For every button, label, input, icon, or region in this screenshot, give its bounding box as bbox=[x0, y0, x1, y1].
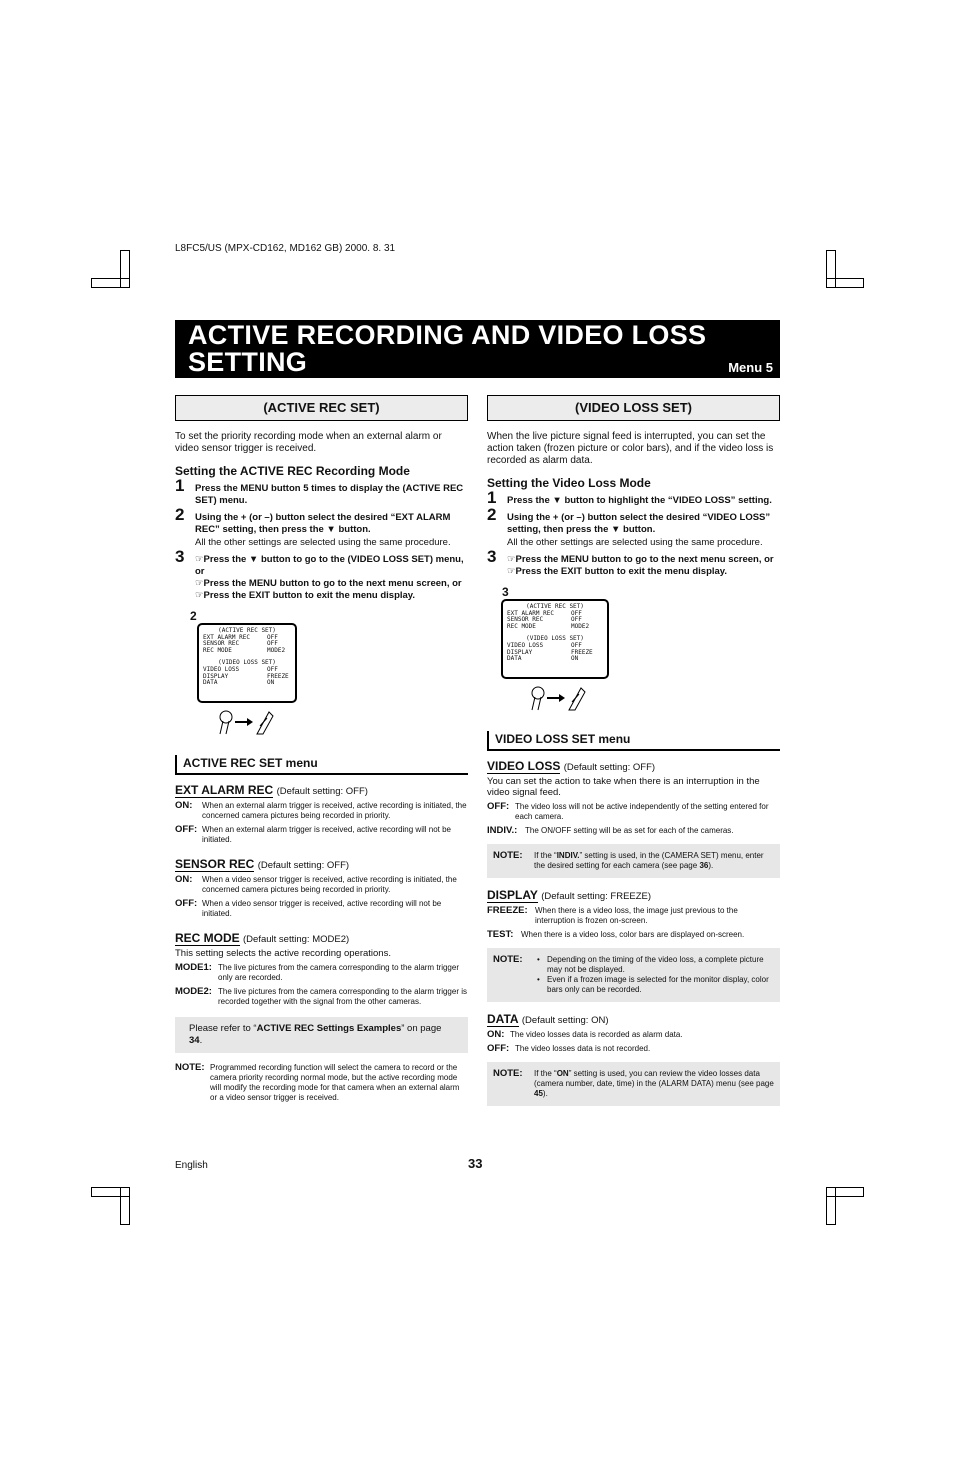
note-text: ” setting is used, in the (CAMERA SET) menu, enter the desired setting for each camera (see page bbox=[534, 851, 764, 870]
menu-screen-illustration bbox=[197, 623, 297, 703]
option-key: OFF: bbox=[175, 824, 198, 835]
step-option: ☞Press the MENU button to go to the next menu screen, or bbox=[195, 578, 462, 589]
note-page: 36 bbox=[699, 861, 709, 870]
screen-heading: (ACTIVE REC SET) bbox=[526, 603, 584, 610]
menu-section-heading: ACTIVE REC SET menu bbox=[175, 755, 468, 775]
screen-row bbox=[507, 656, 603, 663]
title-bar bbox=[175, 320, 780, 378]
footer-language: English bbox=[175, 1160, 208, 1171]
note-label: NOTE: bbox=[493, 1068, 523, 1079]
option-text: When there is a video loss, the image just previous to the interruption is frozen on-screen. bbox=[535, 906, 738, 925]
step-option: ☞Press the ▼ button to go to the (VIDEO LOSS SET) menu, or bbox=[195, 554, 464, 577]
default-setting: (Default setting: OFF) bbox=[257, 860, 350, 871]
step-option: ☞Press the EXIT button to exit the menu display. bbox=[195, 590, 416, 601]
left-column bbox=[175, 395, 468, 1103]
note-emphasis: INDIV. bbox=[556, 851, 580, 860]
menu-section-heading: VIDEO LOSS SET menu bbox=[487, 731, 780, 751]
reference-text: . bbox=[199, 1035, 203, 1046]
option-row bbox=[175, 899, 468, 919]
screen-value: ON bbox=[267, 679, 275, 687]
option-text: When an external alarm trigger is received, active recording is initiated, the concerned camera pictures being recorded in priority. bbox=[202, 801, 467, 820]
note-page: 45 bbox=[534, 1089, 543, 1098]
option-text: The ON/OFF setting will be as set for each of the cameras. bbox=[525, 826, 734, 835]
option-key: FREEZE: bbox=[487, 905, 528, 916]
section-title: (VIDEO LOSS SET) bbox=[487, 395, 780, 421]
reference-link-text: ACTIVE REC Settings Examples bbox=[256, 1023, 402, 1034]
screen-row bbox=[507, 650, 603, 657]
option-key: ON: bbox=[175, 874, 193, 885]
crop-mark bbox=[826, 1187, 836, 1225]
subheading: Setting the Video Loss Mode bbox=[487, 476, 651, 490]
default-setting: (Default setting: MODE2) bbox=[243, 934, 350, 945]
option-text: The video losses data is not recorded. bbox=[515, 1044, 651, 1053]
remote-press-icon bbox=[529, 684, 587, 712]
note-bullets bbox=[537, 955, 774, 995]
step-1 bbox=[487, 488, 780, 507]
step-2 bbox=[175, 505, 468, 549]
screen-heading: (VIDEO LOSS SET) bbox=[526, 635, 584, 643]
setting-heading bbox=[175, 931, 468, 945]
option-row bbox=[487, 930, 780, 940]
screen-value: MODE2 bbox=[571, 622, 590, 630]
step-number: 1 bbox=[175, 476, 185, 495]
screen-key: DATA bbox=[203, 679, 218, 687]
option-row bbox=[175, 801, 468, 821]
screen-key: DISPLAY bbox=[203, 672, 229, 680]
reference-box bbox=[175, 1017, 468, 1053]
reference-text: Please refer to “ bbox=[189, 1023, 257, 1034]
screen-value: OFF bbox=[571, 616, 582, 624]
setting-name: REC MODE bbox=[175, 931, 240, 945]
option-text: The video loss will not be active independently of the setting entered for each camera. bbox=[515, 802, 769, 821]
setting-name: DATA bbox=[487, 1012, 519, 1026]
screen-value: FREEZE bbox=[571, 648, 593, 656]
note bbox=[175, 1063, 468, 1103]
screen-key: SENSOR REC bbox=[507, 616, 544, 624]
step-text: Using the + (or –) button select the desired “EXT ALARM REC” setting, then press the ▼ button. bbox=[195, 512, 451, 535]
screen-key: VIDEO LOSS bbox=[507, 641, 544, 649]
option-row bbox=[487, 1030, 780, 1040]
screen-key: VIDEO LOSS bbox=[203, 665, 240, 673]
screen-value: OFF bbox=[267, 640, 278, 648]
note-label: NOTE: bbox=[493, 850, 523, 861]
step-3 bbox=[487, 547, 780, 578]
screen-label: 2 bbox=[190, 609, 197, 623]
option-text: The live pictures from the camera corresponding to the alarm trigger is recorded together with the signal from the other cameras. bbox=[218, 987, 467, 1006]
document-code: L8FC5/US (MPX-CD162, MD162 GB) 2000. 8. 31 bbox=[175, 243, 396, 254]
setting-description: You can set the action to take when there is an interruption in the video signal feed. bbox=[487, 776, 760, 798]
subheading: Setting the ACTIVE REC Recording Mode bbox=[175, 464, 410, 478]
note-emphasis: ON bbox=[556, 1069, 569, 1078]
screen-key: SENSOR REC bbox=[203, 640, 240, 648]
option-text: When a video sensor trigger is received, active recording is initiated, the concerned camera pictures being recorded in priority. bbox=[202, 875, 457, 894]
screen-key: DISPLAY bbox=[507, 648, 533, 656]
step-subtext: All the other settings are selected using the same procedure. bbox=[507, 537, 763, 548]
title-line-1: ACTIVE RECORDING AND VIDEO LOSS bbox=[188, 320, 707, 350]
option-text: The live pictures from the camera corresponding to the alarm trigger only are recorded. bbox=[218, 963, 459, 982]
default-setting: (Default setting: OFF) bbox=[276, 786, 368, 797]
title-line-2: SETTING bbox=[188, 347, 308, 377]
option-key: OFF: bbox=[487, 801, 510, 812]
note-text: Programmed recording function will select the camera to record or the camera priority recording normal mode, but the active recording mode will modify the recording mode for that camera when an external alarm or a video sensor trigger is received. bbox=[210, 1063, 460, 1102]
note-bullet: • Depending on the timing of the video loss, a complete picture may not be displayed. bbox=[537, 955, 774, 975]
right-column bbox=[487, 395, 780, 1106]
note-text: ). bbox=[542, 1089, 548, 1098]
menu-screen-illustration bbox=[501, 599, 609, 679]
screen-value: FREEZE bbox=[267, 672, 289, 680]
option-key: ON: bbox=[175, 800, 193, 811]
step-1 bbox=[175, 476, 468, 507]
option-key: OFF: bbox=[175, 898, 198, 909]
step-2 bbox=[487, 505, 780, 549]
note-text: If the “ bbox=[534, 1069, 557, 1078]
note-box bbox=[487, 948, 780, 1002]
option-key: ON: bbox=[487, 1029, 505, 1040]
option-row bbox=[175, 875, 468, 895]
screen-heading: (VIDEO LOSS SET) bbox=[218, 659, 276, 667]
reference-page: 34 bbox=[189, 1035, 200, 1046]
screen-key: REC MODE bbox=[203, 646, 232, 654]
option-row bbox=[175, 987, 468, 1007]
screen-row bbox=[203, 680, 291, 687]
step-number: 3 bbox=[175, 547, 185, 566]
setting-heading bbox=[487, 888, 780, 902]
setting-heading bbox=[487, 759, 780, 773]
default-setting: (Default setting: OFF) bbox=[563, 762, 656, 773]
screen-heading: (ACTIVE REC SET) bbox=[218, 627, 276, 634]
screen-row bbox=[203, 648, 291, 655]
step-subtext: All the other settings are selected using the same procedure. bbox=[195, 537, 451, 548]
page-number: 33 bbox=[468, 1156, 483, 1171]
screen-row bbox=[507, 624, 603, 631]
setting-description: This setting selects the active recording operations. bbox=[175, 948, 391, 959]
screen-value: OFF bbox=[571, 609, 582, 617]
section-title: (ACTIVE REC SET) bbox=[175, 395, 468, 421]
setting-name: DISPLAY bbox=[487, 888, 538, 902]
menu-label: Menu 5 bbox=[728, 360, 773, 375]
setting-heading bbox=[175, 783, 468, 797]
reference-text: ” on page bbox=[401, 1023, 442, 1034]
step-option: ☞Press the MENU button to go to the next menu screen, or bbox=[507, 554, 774, 565]
note-box bbox=[487, 1062, 780, 1106]
default-setting: (Default setting: ON) bbox=[521, 1015, 609, 1026]
default-setting: (Default setting: FREEZE) bbox=[541, 891, 652, 902]
screen-value: ON bbox=[571, 655, 579, 663]
option-row bbox=[487, 826, 780, 836]
screen-value: OFF bbox=[571, 641, 582, 649]
setting-heading bbox=[175, 857, 468, 871]
option-key: OFF: bbox=[487, 1043, 510, 1054]
option-key: INDIV.: bbox=[487, 825, 518, 836]
option-row bbox=[487, 802, 780, 822]
crop-mark bbox=[120, 250, 130, 288]
screen-value: OFF bbox=[267, 633, 278, 641]
option-text: When an external alarm trigger is received, active recording will not be initiated. bbox=[202, 825, 452, 844]
step-text: Using the + (or –) button select the desired “VIDEO LOSS” setting, then press the ▼ button. bbox=[507, 512, 771, 535]
screen-key: EXT ALARM REC bbox=[507, 609, 554, 617]
setting-name: EXT ALARM REC bbox=[175, 783, 274, 797]
crop-mark bbox=[120, 1187, 130, 1225]
setting-name: VIDEO LOSS bbox=[487, 759, 561, 773]
option-row bbox=[487, 1044, 780, 1054]
step-number: 2 bbox=[487, 505, 497, 524]
intro-text: When the live picture signal feed is interrupted, you can set the action taken (frozen picture or color bars), and if the video loss is recorded as alarm data. bbox=[487, 431, 774, 466]
setting-name: SENSOR REC bbox=[175, 857, 255, 871]
option-row bbox=[175, 825, 468, 845]
note-text: ). bbox=[708, 861, 714, 870]
option-key: TEST: bbox=[487, 929, 514, 940]
step-number: 2 bbox=[175, 505, 185, 524]
option-row bbox=[175, 963, 468, 983]
note-box bbox=[487, 844, 780, 878]
screen-key: REC MODE bbox=[507, 622, 536, 630]
screen-value: MODE2 bbox=[267, 646, 286, 654]
step-option: ☞Press the EXIT button to exit the menu display. bbox=[507, 566, 728, 577]
remote-press-icon bbox=[217, 708, 275, 736]
step-number: 1 bbox=[487, 488, 497, 507]
option-text: When there is a video loss, color bars are displayed on-screen. bbox=[521, 930, 745, 939]
step-number: 3 bbox=[487, 547, 497, 566]
step-3 bbox=[175, 547, 468, 602]
intro-text: To set the priority recording mode when an external alarm or video sensor trigger is received. bbox=[175, 431, 442, 454]
crop-mark bbox=[826, 250, 836, 288]
note-bullet: • Even if a frozen image is selected for the monitor display, color bars only can be recorded. bbox=[537, 975, 774, 995]
note-label: NOTE: bbox=[175, 1062, 205, 1073]
option-row bbox=[487, 906, 780, 926]
option-key: MODE1: bbox=[175, 962, 212, 973]
step-text: Press the ▼ button to highlight the “VIDEO LOSS” setting. bbox=[507, 495, 772, 506]
note-label: NOTE: bbox=[493, 954, 523, 965]
screen-key: EXT ALARM REC bbox=[203, 633, 250, 641]
note-text: ” setting is used, you can review the video losses data (camera number, date, time) in the (ALARM DATA) menu (see page bbox=[534, 1069, 774, 1088]
option-text: When a video sensor trigger is received, active recording will not be initiated. bbox=[202, 899, 442, 918]
page-title bbox=[188, 322, 706, 376]
screen-key: DATA bbox=[507, 655, 522, 663]
option-key: MODE2: bbox=[175, 986, 212, 997]
screen-label: 3 bbox=[502, 585, 509, 599]
option-text: The video losses data is recorded as alarm data. bbox=[510, 1030, 683, 1039]
note-text: If the “ bbox=[534, 851, 557, 860]
setting-heading bbox=[487, 1012, 780, 1026]
screen-value: OFF bbox=[267, 665, 278, 673]
step-text: Press the MENU button 5 times to display the (ACTIVE REC SET) menu. bbox=[195, 483, 464, 506]
